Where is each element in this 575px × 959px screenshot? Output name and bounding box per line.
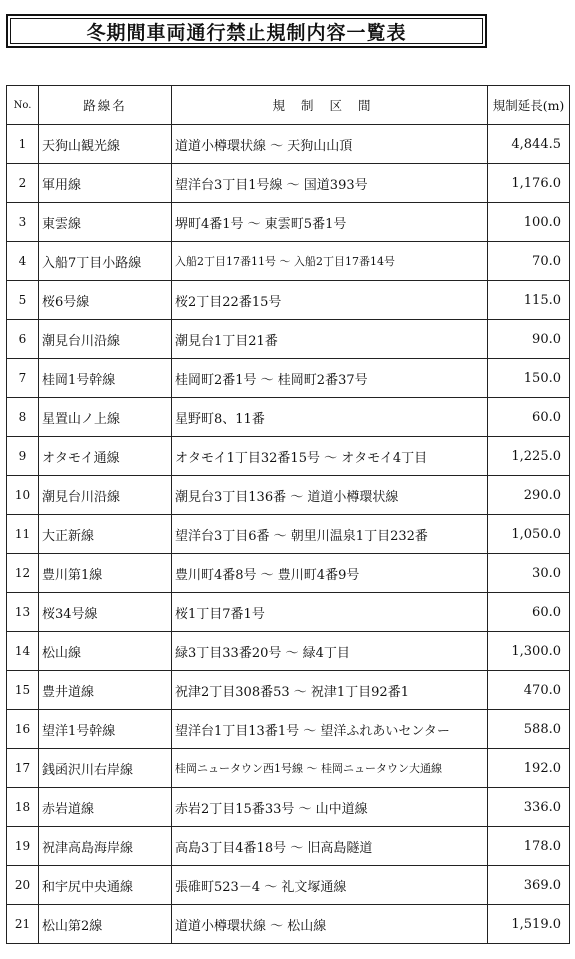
row-length: 588.0 (488, 710, 570, 749)
row-route: 東雲線 (39, 203, 172, 242)
table-row (7, 515, 570, 554)
row-length: 1,050.0 (488, 515, 570, 554)
row-no: 1 (7, 125, 39, 164)
row-section: 豊川町4番8号 ～ 豊川町4番9号 (172, 554, 488, 593)
table-row (7, 554, 570, 593)
table-row (7, 398, 570, 437)
row-route: 潮見台川沿線 (39, 320, 172, 359)
row-section: 望洋台3丁目6番 ～ 朝里川温泉1丁目232番 (172, 515, 488, 554)
row-section: 桜2丁目22番15号 (172, 281, 488, 320)
row-length: 4,844.5 (488, 125, 570, 164)
header-row (7, 86, 570, 125)
table-row (7, 788, 570, 827)
row-no: 19 (7, 827, 39, 866)
row-section: 望洋台3丁目1号線 ～ 国道393号 (172, 164, 488, 203)
row-length: 470.0 (488, 671, 570, 710)
row-no: 4 (7, 242, 39, 281)
row-length: 115.0 (488, 281, 570, 320)
row-route: 豊川第1線 (39, 554, 172, 593)
row-route: 入船7丁目小路線 (39, 242, 172, 281)
row-no: 20 (7, 866, 39, 905)
row-no: 6 (7, 320, 39, 359)
row-route: 大正新線 (39, 515, 172, 554)
row-section: 桂岡町2番1号 ～ 桂岡町2番37号 (172, 359, 488, 398)
row-route: 桂岡1号幹線 (39, 359, 172, 398)
table-row (7, 359, 570, 398)
header-no: No. (7, 86, 39, 125)
row-section: 桂岡ニュータウン西1号線 ～ 桂岡ニュータウン大通線 (172, 749, 488, 788)
row-no: 16 (7, 710, 39, 749)
row-route: 祝津高島海岸線 (39, 827, 172, 866)
row-length: 192.0 (488, 749, 570, 788)
row-no: 11 (7, 515, 39, 554)
header-route (39, 86, 172, 125)
row-route: 和宇尻中央通線 (39, 866, 172, 905)
row-route: 松山線 (39, 632, 172, 671)
table-row (7, 710, 570, 749)
row-length: 60.0 (488, 593, 570, 632)
header-section (172, 86, 488, 125)
table-row (7, 827, 570, 866)
row-section: 桜1丁目7番1号 (172, 593, 488, 632)
row-route: 松山第2線 (39, 905, 172, 944)
row-length: 100.0 (488, 203, 570, 242)
row-no: 13 (7, 593, 39, 632)
row-route: 豊井道線 (39, 671, 172, 710)
table-row (7, 905, 570, 944)
row-no: 14 (7, 632, 39, 671)
row-route: 赤岩道線 (39, 788, 172, 827)
row-route: 銭函沢川右岸線 (39, 749, 172, 788)
table-row (7, 437, 570, 476)
row-no: 10 (7, 476, 39, 515)
row-route: 星置山ノ上線 (39, 398, 172, 437)
table-row (7, 476, 570, 515)
table-row (7, 749, 570, 788)
row-no: 21 (7, 905, 39, 944)
table-row (7, 242, 570, 281)
row-no: 3 (7, 203, 39, 242)
row-length: 178.0 (488, 827, 570, 866)
row-length: 1,519.0 (488, 905, 570, 944)
row-section: 道道小樽環状線 ～ 天狗山山頂 (172, 125, 488, 164)
page-title: 冬期間車両通行禁止規制内容一覧表 (10, 18, 483, 44)
row-section: 堺町4番1号 ～ 東雲町5番1号 (172, 203, 488, 242)
row-length: 1,225.0 (488, 437, 570, 476)
table-row (7, 593, 570, 632)
row-section: 入船2丁目17番11号 ～ 入船2丁目17番14号 (172, 242, 488, 281)
row-section: 緑3丁目33番20号 ～ 緑4丁目 (172, 632, 488, 671)
row-route: 桜34号線 (39, 593, 172, 632)
row-length: 1,176.0 (488, 164, 570, 203)
title-frame (6, 14, 487, 48)
table-row (7, 203, 570, 242)
row-length: 1,300.0 (488, 632, 570, 671)
row-section: 祝津2丁目308番53 ～ 祝津1丁目92番1 (172, 671, 488, 710)
header-section-label: 規制区間 (272, 98, 387, 113)
row-length: 70.0 (488, 242, 570, 281)
row-length: 150.0 (488, 359, 570, 398)
row-route: 望洋1号幹線 (39, 710, 172, 749)
table-row (7, 164, 570, 203)
row-no: 12 (7, 554, 39, 593)
row-length: 369.0 (488, 866, 570, 905)
row-section: 潮見台3丁目136番 ～ 道道小樽環状線 (172, 476, 488, 515)
row-section: 張碓町523－4 ～ 礼文塚通線 (172, 866, 488, 905)
row-section: 潮見台1丁目21番 (172, 320, 488, 359)
table-row (7, 125, 570, 164)
regulation-table (6, 85, 570, 944)
row-length: 60.0 (488, 398, 570, 437)
row-no: 17 (7, 749, 39, 788)
row-route: 桜6号線 (39, 281, 172, 320)
header-route-label: 路線名 (83, 98, 127, 113)
row-section: 望洋台1丁目13番1号 ～ 望洋ふれあいセンター (172, 710, 488, 749)
table-row (7, 320, 570, 359)
row-no: 2 (7, 164, 39, 203)
row-route: 潮見台川沿線 (39, 476, 172, 515)
row-no: 7 (7, 359, 39, 398)
row-route: オタモイ通線 (39, 437, 172, 476)
row-no: 5 (7, 281, 39, 320)
row-section: オタモイ1丁目32番15号 ～ オタモイ4丁目 (172, 437, 488, 476)
row-section: 道道小樽環状線 ～ 松山線 (172, 905, 488, 944)
row-length: 90.0 (488, 320, 570, 359)
table-row (7, 632, 570, 671)
row-no: 15 (7, 671, 39, 710)
row-section: 星野町8、11番 (172, 398, 488, 437)
row-section: 赤岩2丁目15番33号 ～ 山中道線 (172, 788, 488, 827)
row-route: 天狗山観光線 (39, 125, 172, 164)
row-length: 290.0 (488, 476, 570, 515)
table-row (7, 671, 570, 710)
row-no: 9 (7, 437, 39, 476)
row-length: 30.0 (488, 554, 570, 593)
row-no: 18 (7, 788, 39, 827)
table-row (7, 866, 570, 905)
row-no: 8 (7, 398, 39, 437)
row-length: 336.0 (488, 788, 570, 827)
row-route: 軍用線 (39, 164, 172, 203)
row-section: 高島3丁目4番18号 ～ 旧高島隧道 (172, 827, 488, 866)
header-length: 規制延長(m) (488, 86, 570, 125)
table-row (7, 281, 570, 320)
